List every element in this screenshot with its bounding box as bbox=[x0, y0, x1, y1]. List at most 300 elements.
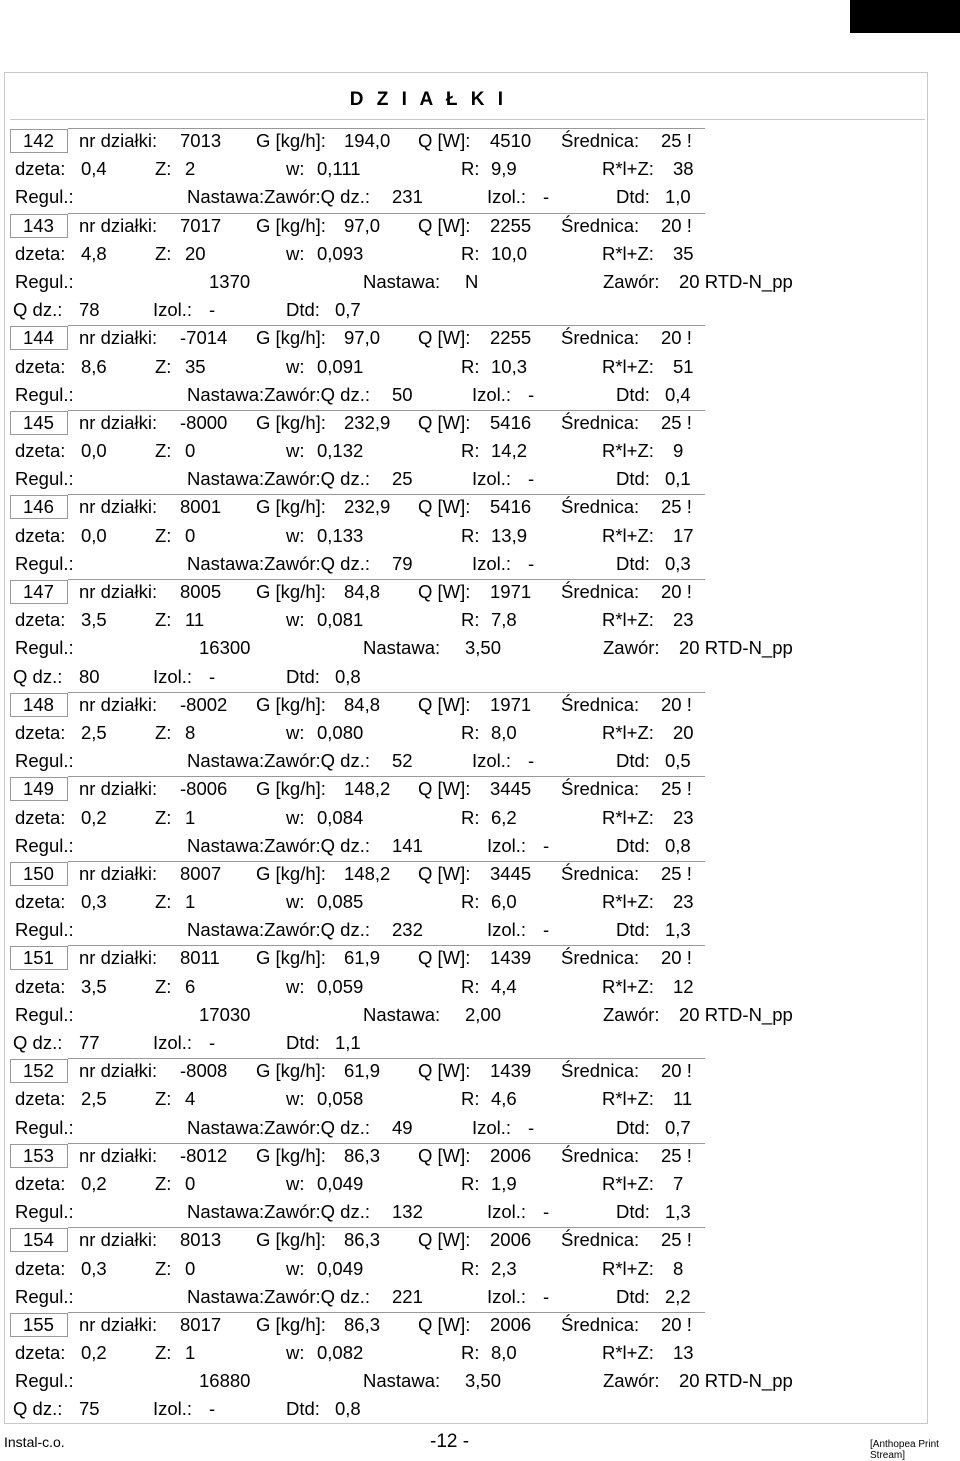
record-line bbox=[10, 127, 920, 155]
field-value: 6,2 bbox=[491, 806, 517, 828]
field-value: 84,8 bbox=[344, 693, 381, 715]
field-label: dzeta: bbox=[15, 524, 66, 546]
record-line bbox=[10, 1001, 920, 1029]
field-value: 0,093 bbox=[317, 242, 364, 264]
field-value: - bbox=[209, 665, 216, 687]
field-label: R: bbox=[461, 609, 480, 631]
record-line bbox=[10, 578, 920, 606]
record-line bbox=[10, 1395, 920, 1423]
field-label: w: bbox=[286, 891, 305, 913]
field-label: G [kg/h]: bbox=[256, 947, 326, 969]
field-value: 8013 bbox=[180, 1229, 222, 1251]
section-block bbox=[10, 860, 920, 945]
field-label: w: bbox=[286, 609, 305, 631]
field-value: 75 bbox=[79, 1398, 100, 1420]
field-label: Izol.: bbox=[487, 1285, 527, 1307]
field-value: - bbox=[209, 1398, 216, 1420]
field-value: 2006 bbox=[490, 1313, 532, 1335]
field-label: Nastawa:Zawór:Q dz.: bbox=[187, 1201, 371, 1223]
field-value: 1,1 bbox=[335, 1032, 361, 1053]
field-value: 0,133 bbox=[317, 524, 364, 546]
field-value: 84,8 bbox=[344, 581, 381, 602]
field-label: Regul.: bbox=[15, 270, 74, 292]
section-number: 155 bbox=[23, 1313, 54, 1335]
field-label: Regul.: bbox=[15, 1201, 74, 1223]
field-label: Dtd: bbox=[616, 1201, 650, 1223]
field-value: 8,0 bbox=[491, 1342, 517, 1364]
field-value: 0,3 bbox=[81, 1257, 107, 1279]
field-label: dzeta: bbox=[15, 806, 66, 828]
field-label: G [kg/h]: bbox=[256, 581, 326, 602]
field-label: G [kg/h]: bbox=[256, 1144, 326, 1166]
field-value: 0,132 bbox=[317, 440, 364, 462]
field-label: Nastawa:Zawór:Q dz.: bbox=[187, 1116, 371, 1138]
field-label: Izol.: bbox=[153, 665, 193, 687]
field-label: Średnica: bbox=[561, 862, 640, 884]
field-label: Z: bbox=[155, 355, 172, 377]
field-label: Dtd: bbox=[286, 299, 320, 321]
field-label: Zawór: bbox=[603, 270, 660, 292]
field-label: Z: bbox=[155, 1257, 172, 1279]
section-block bbox=[10, 409, 920, 494]
field-value: 2 bbox=[185, 158, 196, 180]
field-label: Q dz.: bbox=[13, 299, 63, 321]
section-block bbox=[10, 493, 920, 578]
section-number: 154 bbox=[23, 1229, 54, 1251]
section-number: 153 bbox=[23, 1144, 54, 1166]
field-value: 1,3 bbox=[665, 919, 691, 941]
field-value: 221 bbox=[392, 1285, 423, 1307]
field-value: 8017 bbox=[180, 1313, 222, 1335]
field-value: 1 bbox=[185, 806, 196, 828]
section-block bbox=[10, 127, 920, 212]
field-label: R: bbox=[461, 158, 480, 180]
field-value: 0,8 bbox=[335, 665, 361, 687]
field-value: 0,3 bbox=[81, 891, 107, 913]
field-label: Q [W]: bbox=[418, 214, 471, 236]
field-label: Izol.: bbox=[487, 1201, 527, 1223]
record-line bbox=[10, 944, 920, 972]
field-value: 0,8 bbox=[665, 834, 691, 856]
record-line bbox=[10, 916, 920, 944]
field-value: 8001 bbox=[180, 496, 222, 518]
field-label: Nastawa:Zawór:Q dz.: bbox=[187, 383, 371, 405]
field-value: 5416 bbox=[490, 496, 532, 518]
field-label: R*l+Z: bbox=[602, 1088, 654, 1110]
field-value: 11 bbox=[185, 609, 205, 631]
record-line bbox=[10, 296, 920, 324]
record-line bbox=[10, 1311, 920, 1339]
field-value: 25 ! bbox=[661, 1229, 692, 1251]
field-label: Q [W]: bbox=[418, 1144, 471, 1166]
record-line bbox=[10, 409, 920, 437]
section-number-box bbox=[10, 1228, 68, 1252]
field-label: Izol.: bbox=[472, 750, 512, 772]
field-label: nr działki: bbox=[79, 693, 158, 715]
field-label: dzeta: bbox=[15, 1172, 66, 1194]
record-line bbox=[10, 634, 920, 662]
field-value: 7 bbox=[673, 1172, 684, 1194]
field-label: Izol.: bbox=[153, 299, 193, 321]
field-value: 2006 bbox=[490, 1144, 532, 1166]
field-label: R: bbox=[461, 806, 480, 828]
field-value: 141 bbox=[392, 834, 423, 856]
field-value: 0,0 bbox=[81, 524, 107, 546]
field-value: 0,080 bbox=[317, 721, 364, 743]
record-line bbox=[10, 1142, 920, 1170]
section-number-box bbox=[10, 777, 68, 801]
field-label: R: bbox=[461, 1342, 480, 1364]
record-line bbox=[10, 381, 920, 409]
field-value: 25 ! bbox=[661, 778, 692, 800]
field-value: N bbox=[465, 270, 479, 292]
field-label: Regul.: bbox=[15, 1116, 74, 1138]
field-value: 79 bbox=[392, 552, 413, 574]
field-label: Izol.: bbox=[472, 552, 512, 574]
field-value: - bbox=[528, 552, 535, 574]
field-label: Średnica: bbox=[561, 1144, 640, 1166]
field-value: 20 ! bbox=[661, 947, 692, 969]
field-label: Regul.: bbox=[15, 552, 74, 574]
field-label: Q dz.: bbox=[13, 665, 63, 687]
field-label: nr działki: bbox=[79, 1313, 158, 1335]
field-value: 8011 bbox=[180, 947, 220, 969]
field-value: 232,9 bbox=[344, 411, 391, 433]
section-number-box bbox=[10, 1144, 68, 1168]
field-label: Nastawa: bbox=[363, 1003, 441, 1025]
field-label: dzeta: bbox=[15, 721, 66, 743]
field-value: 1439 bbox=[490, 947, 532, 969]
field-value: 20 RTD-N_pp bbox=[679, 1370, 793, 1392]
field-label: R: bbox=[461, 1172, 480, 1194]
record-line bbox=[10, 663, 920, 691]
record-line bbox=[10, 1367, 920, 1395]
page-number: -12 - bbox=[430, 1431, 470, 1452]
field-label: nr działki: bbox=[79, 581, 158, 602]
field-label: Z: bbox=[155, 721, 172, 743]
field-value: -8006 bbox=[180, 778, 228, 800]
field-value: - bbox=[543, 834, 550, 856]
field-value: 13,9 bbox=[491, 524, 528, 546]
field-value: 0,049 bbox=[317, 1172, 364, 1194]
field-label: Dtd: bbox=[616, 383, 650, 405]
field-value: 38 bbox=[673, 158, 694, 180]
field-label: R: bbox=[461, 1257, 480, 1279]
field-label: Q [W]: bbox=[418, 130, 471, 151]
field-value: 20 bbox=[673, 721, 694, 743]
header-box bbox=[10, 75, 925, 120]
field-label: Q [W]: bbox=[418, 778, 471, 800]
field-value: 4510 bbox=[490, 130, 532, 151]
field-label: G [kg/h]: bbox=[256, 1313, 326, 1335]
field-label: dzeta: bbox=[15, 975, 66, 997]
record-line bbox=[10, 832, 920, 860]
corner-black-box bbox=[850, 0, 960, 33]
field-label: Regul.: bbox=[15, 637, 74, 659]
section-number-box bbox=[10, 693, 68, 717]
field-label: Średnica: bbox=[561, 496, 640, 518]
field-value: 3,50 bbox=[465, 1370, 502, 1392]
field-value: 0 bbox=[185, 1172, 196, 1194]
field-value: 4,8 bbox=[81, 242, 107, 264]
record-line bbox=[10, 465, 920, 493]
field-label: dzeta: bbox=[15, 1342, 66, 1364]
field-label: R*l+Z: bbox=[602, 806, 654, 828]
field-value: 7017 bbox=[180, 214, 222, 236]
section-block bbox=[10, 1311, 920, 1424]
field-value: 0,2 bbox=[81, 1342, 107, 1364]
field-label: R*l+Z: bbox=[602, 1172, 654, 1194]
field-value: 4,4 bbox=[491, 975, 517, 997]
footer-left-label: Instal-c.o. bbox=[4, 1434, 65, 1450]
field-label: Z: bbox=[155, 524, 172, 546]
page-title: D Z I A Ł K I bbox=[349, 89, 507, 110]
field-value: - bbox=[528, 383, 535, 405]
section-number: 151 bbox=[23, 947, 54, 969]
field-label: R*l+Z: bbox=[602, 609, 654, 631]
field-label: Z: bbox=[155, 806, 172, 828]
field-label: R: bbox=[461, 524, 480, 546]
field-label: w: bbox=[286, 806, 305, 828]
field-value: -8002 bbox=[180, 693, 228, 715]
field-value: 0,058 bbox=[317, 1088, 364, 1110]
field-label: G [kg/h]: bbox=[256, 130, 326, 151]
field-value: 23 bbox=[673, 891, 694, 913]
field-label: Q [W]: bbox=[418, 327, 471, 349]
field-value: 232,9 bbox=[344, 496, 391, 518]
field-value: 20 ! bbox=[661, 693, 692, 715]
field-value: 3,5 bbox=[81, 975, 107, 997]
field-value: 35 bbox=[673, 242, 694, 264]
field-label: nr działki: bbox=[79, 947, 158, 969]
section-number-box bbox=[10, 1313, 68, 1337]
field-label: w: bbox=[286, 1088, 305, 1110]
record-line bbox=[10, 550, 920, 578]
field-label: Z: bbox=[155, 609, 172, 631]
field-label: Regul.: bbox=[15, 750, 74, 772]
field-label: Średnica: bbox=[561, 1060, 640, 1082]
field-value: 2,5 bbox=[81, 721, 107, 743]
field-label: Dtd: bbox=[616, 834, 650, 856]
field-label: w: bbox=[286, 1172, 305, 1194]
field-label: nr działki: bbox=[79, 1144, 158, 1166]
field-label: w: bbox=[286, 158, 305, 180]
field-value: 2006 bbox=[490, 1229, 532, 1251]
field-value: 80 bbox=[79, 665, 100, 687]
record-line bbox=[10, 1255, 920, 1283]
record-line bbox=[10, 1029, 920, 1057]
field-label: Dtd: bbox=[616, 552, 650, 574]
field-label: G [kg/h]: bbox=[256, 1060, 326, 1082]
field-label: Regul.: bbox=[15, 1370, 74, 1392]
field-label: w: bbox=[286, 355, 305, 377]
field-label: Zawór: bbox=[603, 1003, 660, 1025]
field-label: Z: bbox=[155, 440, 172, 462]
record-line bbox=[10, 1085, 920, 1113]
field-value: - bbox=[543, 1285, 550, 1307]
field-label: R*l+Z: bbox=[602, 721, 654, 743]
field-value: 1971 bbox=[490, 693, 532, 715]
record-line bbox=[10, 888, 920, 916]
field-value: 20 ! bbox=[661, 1060, 692, 1082]
field-value: 0,4 bbox=[81, 158, 107, 180]
section-block bbox=[10, 212, 920, 325]
field-label: Dtd: bbox=[286, 1398, 320, 1420]
field-label: nr działki: bbox=[79, 214, 158, 236]
field-label: dzeta: bbox=[15, 242, 66, 264]
field-value: 0,4 bbox=[665, 383, 691, 405]
section-number: 147 bbox=[23, 581, 54, 602]
field-label: R*l+Z: bbox=[602, 440, 654, 462]
field-value: 20 ! bbox=[661, 214, 692, 236]
field-value: 25 bbox=[392, 468, 413, 490]
record-line bbox=[10, 691, 920, 719]
record-line bbox=[10, 1339, 920, 1367]
section-number: 144 bbox=[23, 327, 54, 349]
field-label: Z: bbox=[155, 975, 172, 997]
field-label: R*l+Z: bbox=[602, 242, 654, 264]
record-line bbox=[10, 719, 920, 747]
field-label: Średnica: bbox=[561, 411, 640, 433]
field-value: 61,9 bbox=[344, 947, 381, 969]
record-line bbox=[10, 1114, 920, 1142]
field-value: 0,081 bbox=[317, 609, 364, 631]
field-label: Regul.: bbox=[15, 1003, 74, 1025]
section-number: 152 bbox=[23, 1060, 54, 1082]
field-value: 9 bbox=[673, 440, 684, 462]
field-value: 0,082 bbox=[317, 1342, 364, 1364]
record-line bbox=[10, 353, 920, 381]
field-value: 9,9 bbox=[491, 158, 517, 180]
field-value: 17 bbox=[673, 524, 694, 546]
field-value: 61,9 bbox=[344, 1060, 381, 1082]
field-label: nr działki: bbox=[79, 327, 158, 349]
field-label: G [kg/h]: bbox=[256, 1229, 326, 1251]
field-value: 51 bbox=[673, 355, 694, 377]
record-line bbox=[10, 522, 920, 550]
field-value: 2,5 bbox=[81, 1088, 107, 1110]
field-label: Nastawa:Zawór:Q dz.: bbox=[187, 750, 371, 772]
field-label: R*l+Z: bbox=[602, 158, 654, 180]
field-label: Nastawa: bbox=[363, 1370, 441, 1392]
field-value: 97,0 bbox=[344, 327, 381, 349]
field-value: 20 RTD-N_pp bbox=[679, 1003, 793, 1025]
field-label: nr działki: bbox=[79, 411, 158, 433]
field-label: R*l+Z: bbox=[602, 524, 654, 546]
field-label: nr działki: bbox=[79, 1060, 158, 1082]
field-value: 25 ! bbox=[661, 411, 692, 433]
field-value: 8005 bbox=[180, 581, 222, 602]
field-label: Izol.: bbox=[487, 186, 527, 208]
field-label: G [kg/h]: bbox=[256, 411, 326, 433]
section-block bbox=[10, 1226, 920, 1311]
field-value: 13 bbox=[673, 1342, 694, 1364]
field-value: 0,7 bbox=[665, 1116, 691, 1138]
field-label: G [kg/h]: bbox=[256, 214, 326, 236]
field-value: 0,2 bbox=[81, 806, 107, 828]
field-label: G [kg/h]: bbox=[256, 327, 326, 349]
field-value: 3445 bbox=[490, 862, 532, 884]
field-value: 7013 bbox=[180, 130, 222, 151]
field-value: 3,5 bbox=[81, 609, 107, 631]
field-value: 20 bbox=[185, 242, 206, 264]
field-label: Izol.: bbox=[472, 383, 512, 405]
field-label: Izol.: bbox=[487, 834, 527, 856]
field-value: - bbox=[543, 1201, 550, 1223]
field-label: w: bbox=[286, 1342, 305, 1364]
field-value: 0,5 bbox=[665, 750, 691, 772]
field-value: 20 ! bbox=[661, 581, 692, 602]
field-label: Q dz.: bbox=[13, 1398, 63, 1420]
field-value: 25 ! bbox=[661, 1144, 692, 1166]
field-value: 5416 bbox=[490, 411, 532, 433]
field-label: dzeta: bbox=[15, 609, 66, 631]
section-number-box bbox=[10, 214, 68, 238]
section-number-box bbox=[10, 326, 68, 350]
field-value: 0,7 bbox=[335, 299, 361, 321]
field-label: Q [W]: bbox=[418, 496, 471, 518]
section-number: 148 bbox=[23, 693, 54, 715]
field-value: - bbox=[528, 468, 535, 490]
field-label: Zawór: bbox=[603, 637, 660, 659]
field-label: R: bbox=[461, 355, 480, 377]
field-label: R: bbox=[461, 242, 480, 264]
field-label: Z: bbox=[155, 1342, 172, 1364]
field-value: 0 bbox=[185, 440, 196, 462]
field-label: dzeta: bbox=[15, 158, 66, 180]
field-label: Q [W]: bbox=[418, 947, 471, 969]
section-number: 150 bbox=[23, 862, 54, 884]
field-value: 231 bbox=[392, 186, 423, 208]
field-label: Izol.: bbox=[153, 1398, 193, 1420]
record-line bbox=[10, 1170, 920, 1198]
field-value: 0,111 bbox=[317, 158, 361, 180]
field-label: Nastawa:Zawór:Q dz.: bbox=[187, 1285, 371, 1307]
field-value: 8,0 bbox=[491, 721, 517, 743]
field-value: 10,3 bbox=[491, 355, 528, 377]
section-block bbox=[10, 578, 920, 691]
field-value: 52 bbox=[392, 750, 413, 772]
record-line bbox=[10, 493, 920, 521]
field-label: Regul.: bbox=[15, 1285, 74, 1307]
field-label: R: bbox=[461, 1088, 480, 1110]
section-number-box bbox=[10, 1059, 68, 1083]
field-label: Izol.: bbox=[472, 468, 512, 490]
field-value: 12 bbox=[673, 975, 694, 997]
field-label: Z: bbox=[155, 1172, 172, 1194]
field-label: Średnica: bbox=[561, 778, 640, 800]
field-label: R: bbox=[461, 891, 480, 913]
record-line bbox=[10, 1226, 920, 1254]
field-value: 7,8 bbox=[491, 609, 517, 631]
section-block bbox=[10, 944, 920, 1057]
field-label: G [kg/h]: bbox=[256, 862, 326, 884]
field-label: Dtd: bbox=[616, 1116, 650, 1138]
field-value: -7014 bbox=[180, 327, 228, 349]
field-label: Zawór: bbox=[603, 1370, 660, 1392]
field-value: 16300 bbox=[199, 637, 251, 659]
field-value: 1971 bbox=[490, 581, 532, 602]
field-label: Średnica: bbox=[561, 1229, 640, 1251]
field-value: 50 bbox=[392, 383, 413, 405]
section-number: 149 bbox=[23, 778, 54, 800]
field-value: 6 bbox=[185, 975, 196, 997]
field-value: 3445 bbox=[490, 778, 532, 800]
field-label: nr działki: bbox=[79, 130, 158, 151]
field-value: 0 bbox=[185, 524, 196, 546]
field-value: 78 bbox=[79, 299, 100, 321]
field-label: Dtd: bbox=[616, 1285, 650, 1307]
